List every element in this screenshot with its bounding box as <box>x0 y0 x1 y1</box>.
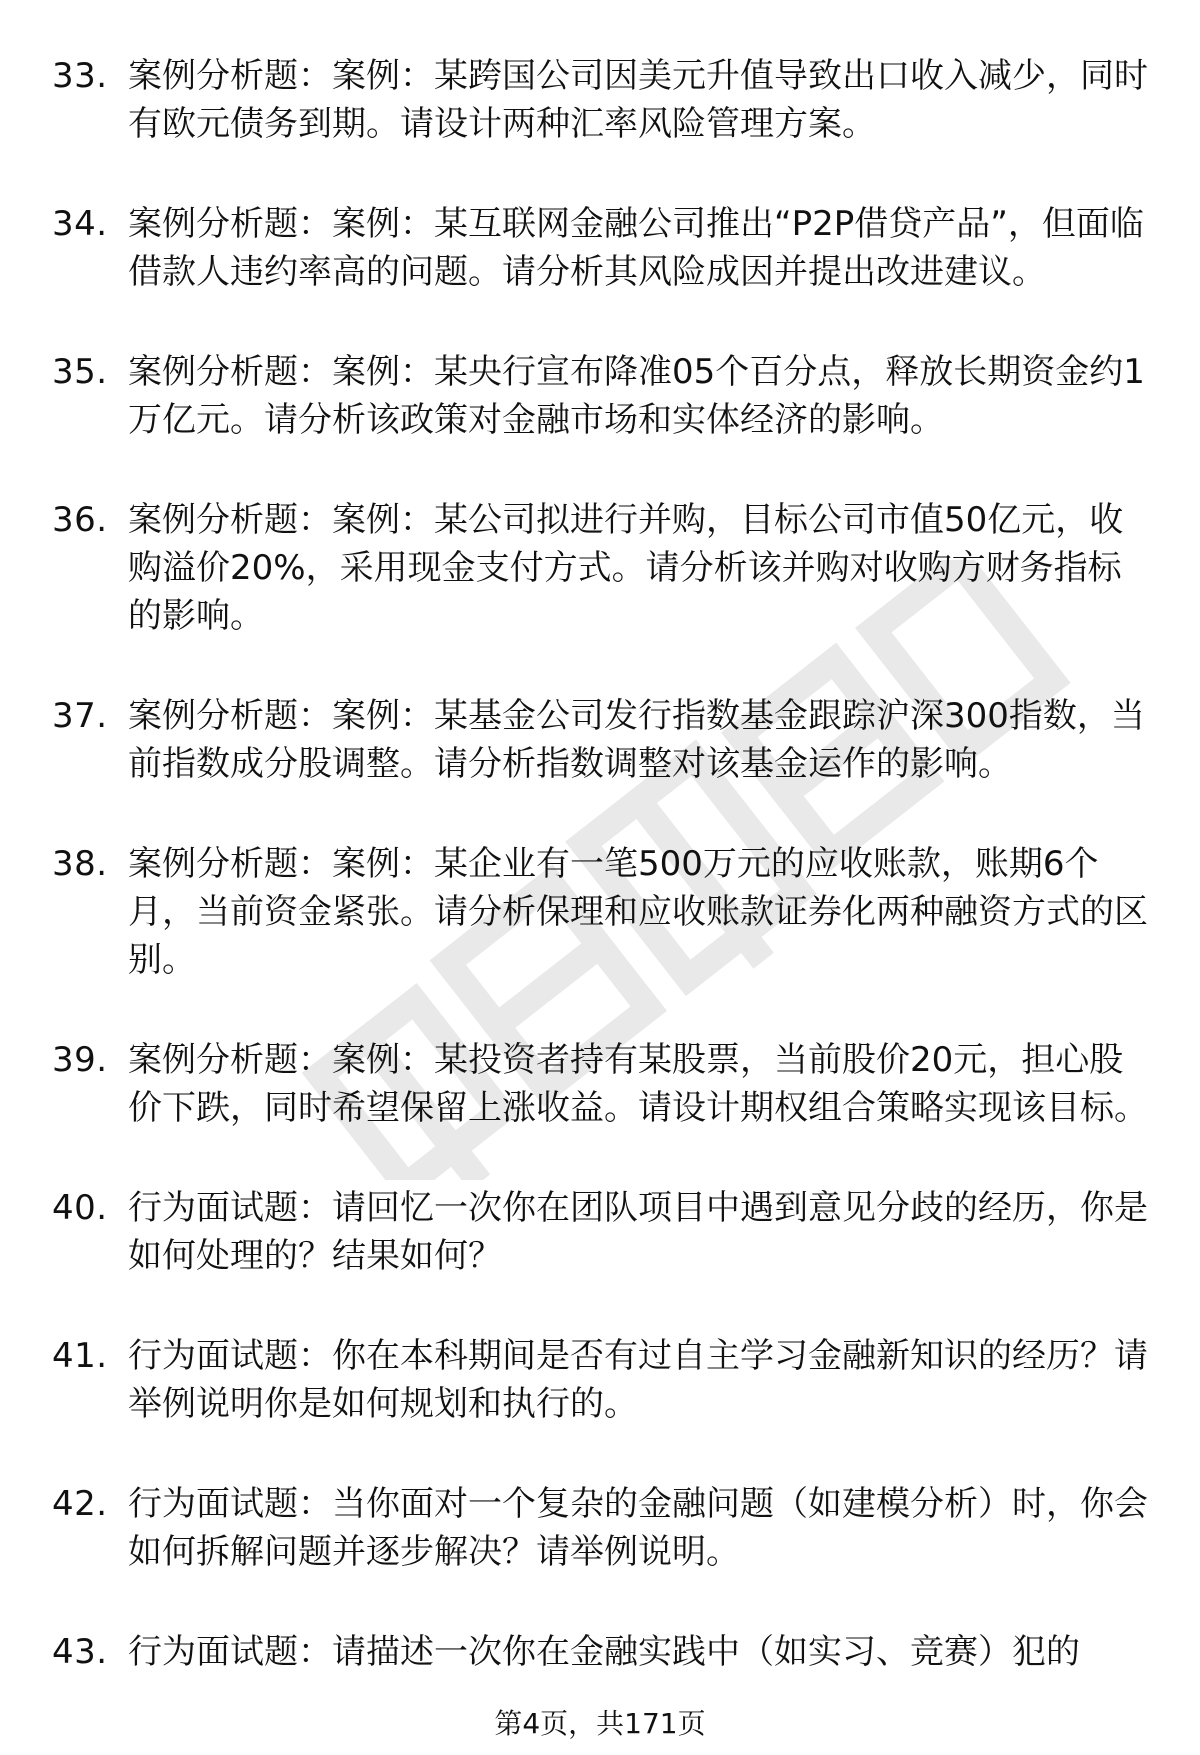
question-number: 43. <box>52 1632 108 1672</box>
question-item <box>0 496 1200 640</box>
question-list <box>0 52 1200 1728</box>
question-number: 35. <box>52 352 108 392</box>
question-text: 行为面试题：请描述一次你在金融实践中（如实习、竞赛）犯的 <box>128 1632 1080 1672</box>
page-number-footer: 第4页，共171页 <box>494 1707 706 1740</box>
question-number: 38. <box>52 844 108 884</box>
question-text: 案例分析题：案例：某基金公司发行指数基金跟踪沪深300指数，当前指数成分股调整。请分析指数调整对该基金运作的影响。 <box>128 696 1145 784</box>
question-item <box>0 1628 1200 1676</box>
question-text: 案例分析题：案例：某跨国公司因美元升值导致出口收入减少，同时有欧元债务到期。请设计两种汇率风险管理方案。 <box>128 56 1148 144</box>
question-item <box>0 1184 1200 1280</box>
question-item <box>0 52 1200 148</box>
question-number: 37. <box>52 696 108 736</box>
question-text: 案例分析题：案例：某企业有一笔500万元的应收账款，账期6个月，当前资金紧张。请分析保理和应收账款证券化两种融资方式的区别。 <box>128 844 1148 980</box>
question-number: 42. <box>52 1484 108 1524</box>
question-item <box>0 1036 1200 1132</box>
question-number: 41. <box>52 1336 108 1376</box>
question-text: 案例分析题：案例：某央行宣布降准05个百分点，释放长期资金约1万亿元。请分析该政策对金融市场和实体经济的影响。 <box>128 352 1145 440</box>
question-number: 33. <box>52 56 108 96</box>
question-number: 34. <box>52 204 108 244</box>
question-item <box>0 840 1200 984</box>
question-text: 案例分析题：案例：某互联网金融公司推出“P2P借贷产品”，但面临借款人违约率高的问题。请分析其风险成因并提出改进建议。 <box>128 204 1144 292</box>
question-text: 行为面试题：请回忆一次你在团队项目中遇到意见分歧的经历，你是如何处理的？结果如何？ <box>128 1188 1148 1276</box>
question-number: 40. <box>52 1188 108 1228</box>
question-text: 案例分析题：案例：某投资者持有某股票，当前股价20元，担心股价下跌，同时希望保留上涨收益。请设计期权组合策略实现该目标。 <box>128 1040 1148 1128</box>
question-item <box>0 692 1200 788</box>
question-number: 36. <box>52 500 108 540</box>
question-item <box>0 348 1200 444</box>
question-number: 39. <box>52 1040 108 1080</box>
question-text: 案例分析题：案例：某公司拟进行并购，目标公司市值50亿元，收购溢价20%，采用现金支付方式。请分析该并购对收购方财务指标的影响。 <box>128 500 1124 636</box>
question-item <box>0 1332 1200 1428</box>
question-text: 行为面试题：你在本科期间是否有过自主学习金融新知识的经历？请举例说明你是如何规划和执行的。 <box>128 1336 1148 1424</box>
question-item <box>0 200 1200 296</box>
question-text: 行为面试题：当你面对一个复杂的金融问题（如建模分析）时，你会如何拆解问题并逐步解决？请举例说明。 <box>128 1484 1148 1572</box>
question-item <box>0 1480 1200 1576</box>
